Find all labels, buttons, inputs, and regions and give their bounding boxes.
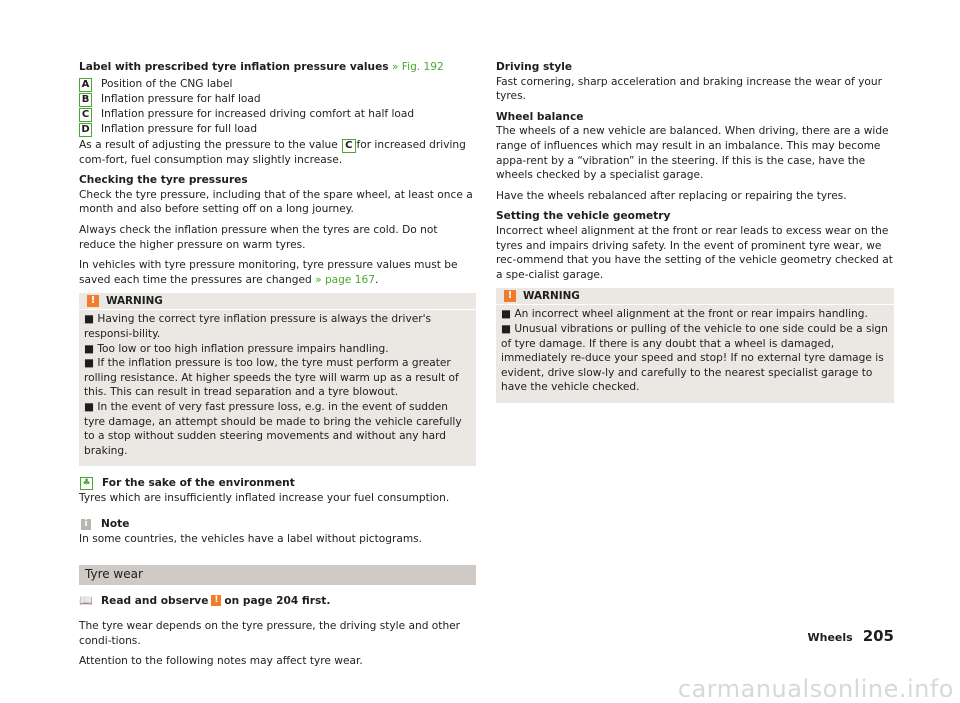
section-heading-bar: [79, 565, 476, 585]
cold-paragraph: Always check the inflation pressure when the tyres are cold. Do not reduce the higher pressure on warm tyres.: [79, 223, 438, 251]
warning-title: WARNING: [523, 290, 580, 303]
balance-text: The wheels of a new vehicle are balanced. When driving, there are a wide range of influences which may result in an imbalance. This may become appa-rent by a “vibration” in the steering. If this is the case, have the wheels checked by a specialist garage.: [496, 125, 889, 182]
driving-paragraph: [496, 60, 894, 104]
legend-item-c: [79, 107, 476, 122]
legend-key: D: [79, 123, 92, 137]
legend-item-d: [79, 122, 476, 137]
warning-icon: !: [87, 295, 99, 307]
watermark: carmanualsonline.info: [677, 675, 954, 703]
adjust-paragraph: [79, 138, 476, 168]
checking-paragraph: [79, 173, 476, 217]
checking-heading: Checking the tyre pressures: [79, 174, 248, 187]
monitoring-text: In vehicles with tyre pressure monitoring, tyre pressure values must be saved each time the pressures are changed: [79, 259, 458, 286]
environment-text: Tyres which are insufficiently inflated increase your fuel consumption.: [79, 491, 450, 504]
warning-box: [496, 288, 894, 403]
warning-icon: !: [504, 290, 516, 302]
wear-paragraph: The tyre wear depends on the tyre pressure, the driving style and other condi-tions.: [79, 620, 461, 647]
driving-heading: Driving style: [496, 61, 573, 73]
leaf-icon: ♣: [80, 477, 93, 490]
legend-key: A: [79, 78, 92, 92]
legend-text: Inflation pressure for full load: [101, 122, 258, 135]
legend-key: C: [79, 108, 92, 122]
page-reference-link[interactable]: » page 167: [315, 273, 375, 286]
left-column: [79, 60, 476, 675]
balance-paragraph: [496, 110, 894, 183]
balance-heading: Wheel balance: [496, 110, 584, 123]
book-icon: 📖: [79, 593, 93, 607]
warning-item: ■ Unusual vibrations or pulling of the vehicle to one side could be a sign of tyre damage. If there is any doubt that a wheel is damaged, immediately re-duce your speed and stop! If no external tyre damage is evident, drive slow-ly and carefully to the nearest specialist garage to have the vehicle checked.: [501, 322, 888, 394]
note-title: Note: [101, 518, 130, 531]
label-heading: Label with prescribed tyre inflation pressure values: [79, 61, 389, 73]
warning-body: [496, 305, 894, 403]
legend-key: B: [79, 93, 92, 107]
observe-text-2: on page 204 first.: [224, 594, 331, 607]
warning-header: [79, 293, 476, 310]
legend-text: Inflation pressure for half load: [101, 92, 261, 105]
legend-text: Inflation pressure for increased driving comfort at half load: [101, 107, 415, 120]
observe-text-1: Read and observe: [101, 594, 209, 607]
label-heading-line: [79, 60, 476, 75]
read-observe-line: [79, 594, 476, 609]
rebalance-paragraph: Have the wheels rebalanced after replacing or repairing the tyres.: [496, 189, 847, 202]
geometry-text: Incorrect wheel alignment at the front or rear leads to excess wear on the tyres and impairs driving safety. In the event of prominent tyre wear, we rec-ommend that you have the setting of the vehicle geometry checked at a spe-cialist garage.: [496, 224, 893, 281]
warning-title: WARNING: [106, 295, 163, 308]
warning-item: ■ An incorrect wheel alignment at the front or rear impairs handling.: [501, 308, 868, 321]
warning-icon: !: [211, 595, 221, 606]
geometry-paragraph: [496, 209, 894, 282]
legend-item-a: [79, 77, 476, 92]
warning-body: [79, 310, 476, 466]
adjust-text-1: As a result of adjusting the pressure to the value: [79, 138, 338, 151]
right-column: [496, 60, 894, 413]
note-heading: [79, 517, 476, 532]
attention-paragraph: Attention to the following notes may affect tyre wear.: [79, 655, 363, 668]
info-icon: i: [81, 519, 91, 530]
warning-header: [496, 288, 894, 305]
adjust-text-2: for increased driving com-fort, fuel consumption may slightly increase.: [79, 138, 466, 166]
driving-text: Fast cornering, sharp acceleration and braking increase the wear of your tyres.: [496, 75, 882, 103]
environment-title: For the sake of the environment: [102, 477, 295, 490]
page-number: 205: [862, 627, 894, 645]
page-footer: [807, 629, 894, 646]
fig-reference-link[interactable]: » Fig. 192: [391, 61, 444, 73]
legend-item-b: [79, 92, 476, 107]
section-title: Tyre wear: [85, 567, 143, 582]
warning-item: ■ Too low or too high inflation pressure impairs handling.: [84, 342, 389, 355]
warning-item: ■ Having the correct tyre inflation pressure is always the driver's responsi-bility.: [84, 313, 432, 340]
warning-box: [79, 293, 476, 466]
warning-item: ■ If the inflation pressure is too low, the tyre must perform a greater rolling resistance. At higher speeds the tyre will warm up as a result of this. This can result in tread separation and a tyre blowout.: [84, 357, 459, 399]
legend-text: Position of the CNG label: [101, 77, 233, 90]
footer-section-name: Wheels: [807, 631, 853, 644]
note-text: In some countries, the vehicles have a label without pictograms.: [79, 533, 423, 546]
warning-item: ■ In the event of very fast pressure loss, e.g. in the event of sudden tyre damage, an attempt should be made to bring the vehicle carefully to a stop without sudden steering movements and without any hard braking.: [84, 400, 462, 457]
geometry-heading: Setting the vehicle geometry: [496, 210, 671, 223]
monitoring-paragraph: In vehicles with tyre pressure monitoring, tyre pressure values must be saved each time the pressures are changed » page 167.: [79, 259, 458, 286]
environment-heading: [79, 476, 476, 491]
label-legend: [79, 77, 476, 137]
adjust-key: C: [342, 139, 355, 153]
checking-text: Check the tyre pressure, including that of the spare wheel, at least once a month and also before setting off on a long journey.: [79, 188, 473, 216]
